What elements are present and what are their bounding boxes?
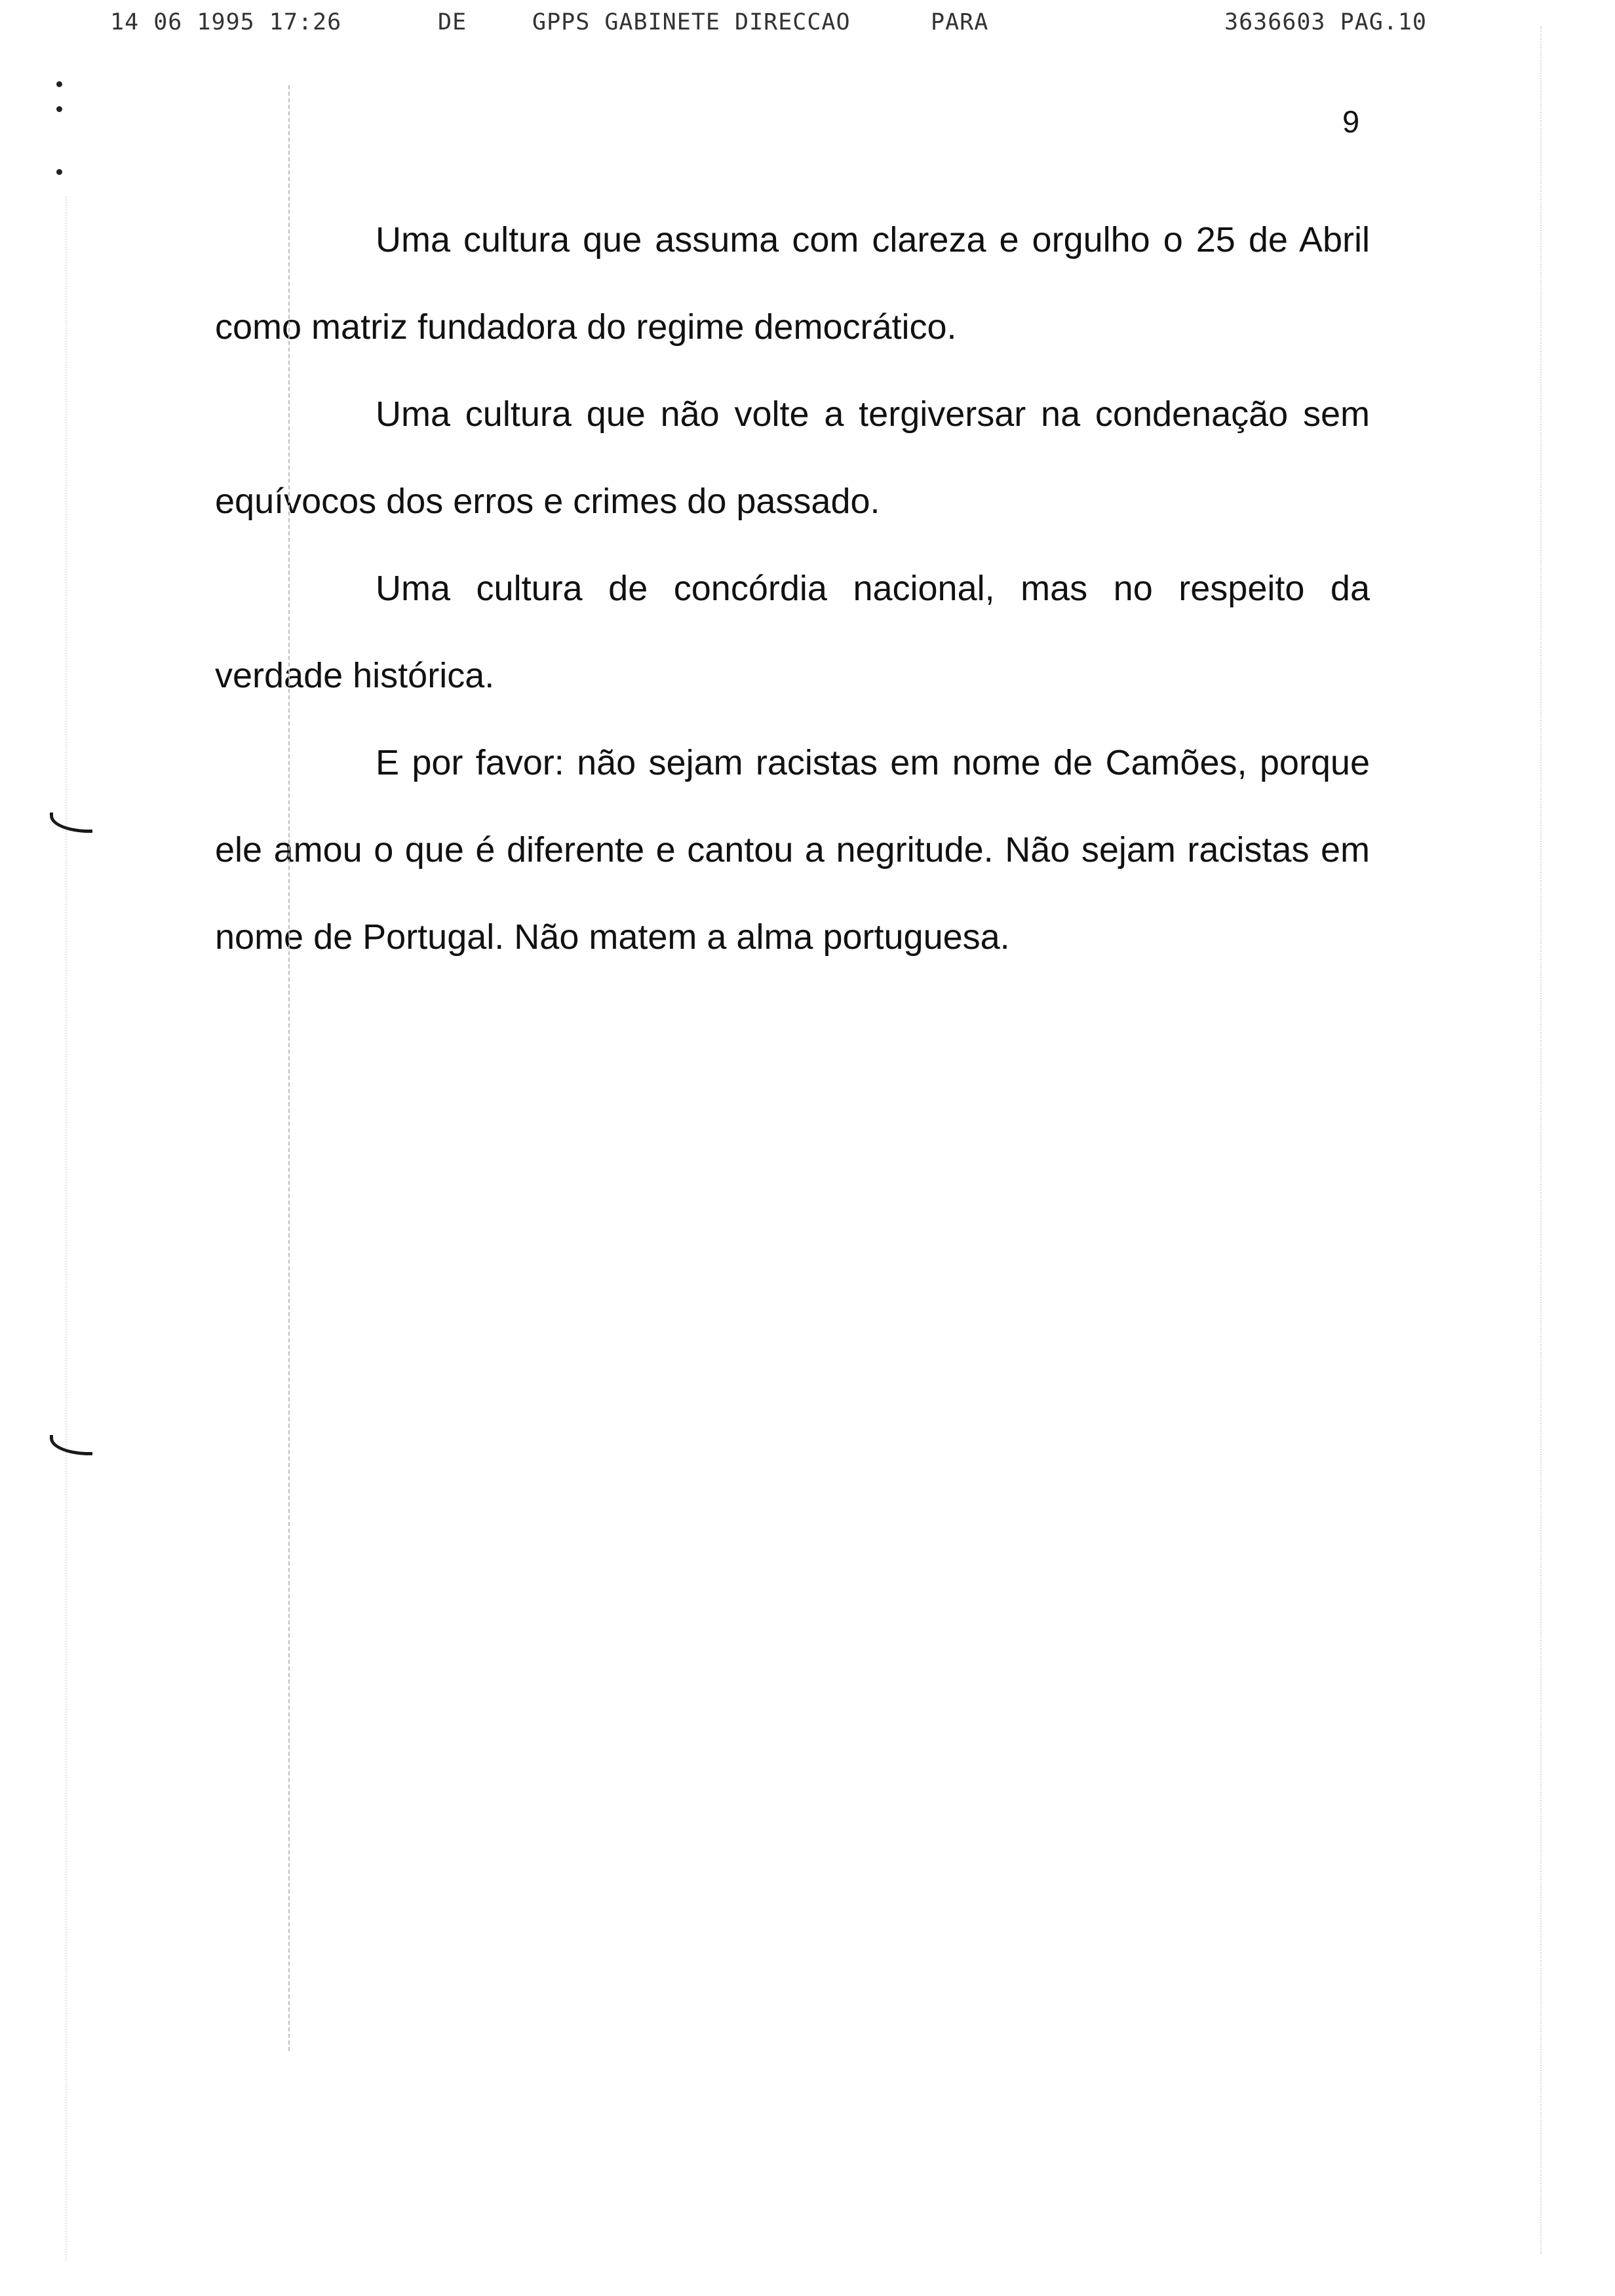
paragraph: E por favor: não sejam racistas em nome de Camões, porque ele amou o que é diferente e cantou a negritude. Não sejam racistas em nome de Portugal. Não matem a alma portuguesa.: [215, 743, 1370, 957]
scan-fold-line: [288, 85, 290, 2051]
fax-number-page: 3636603 PAG.10: [1224, 9, 1428, 35]
paragraph: Uma cultura que não volte a tergiversar na condenação sem equívocos dos erros e crimes do passado.: [215, 394, 1370, 521]
punch-dot-icon: [56, 81, 62, 87]
paragraph: Uma cultura que assuma com clareza e orgulho o 25 de Abril como matriz fundadora do regime democrático.: [215, 220, 1370, 347]
fax-date-time: 14 06 1995 17:26: [110, 9, 342, 35]
binder-hole-mark-icon: [50, 1435, 92, 1455]
fax-para-label: PARA: [931, 9, 989, 35]
punch-dot-icon: [56, 106, 62, 112]
fax-sender: GPPS GABINETE DIRECCAO: [532, 9, 851, 35]
body-text: [215, 197, 1370, 981]
scan-edge-noise-right: [1540, 26, 1542, 2254]
punch-dot-icon: [56, 169, 62, 175]
page-number: 9: [1342, 104, 1360, 139]
scan-edge-noise-left: [66, 197, 67, 2261]
paragraph: Uma cultura de concórdia nacional, mas no respeito da verdade histórica.: [215, 569, 1370, 695]
fax-de-label: DE: [438, 9, 467, 35]
binder-hole-mark-icon: [50, 813, 92, 833]
fax-header: [0, 9, 1615, 42]
